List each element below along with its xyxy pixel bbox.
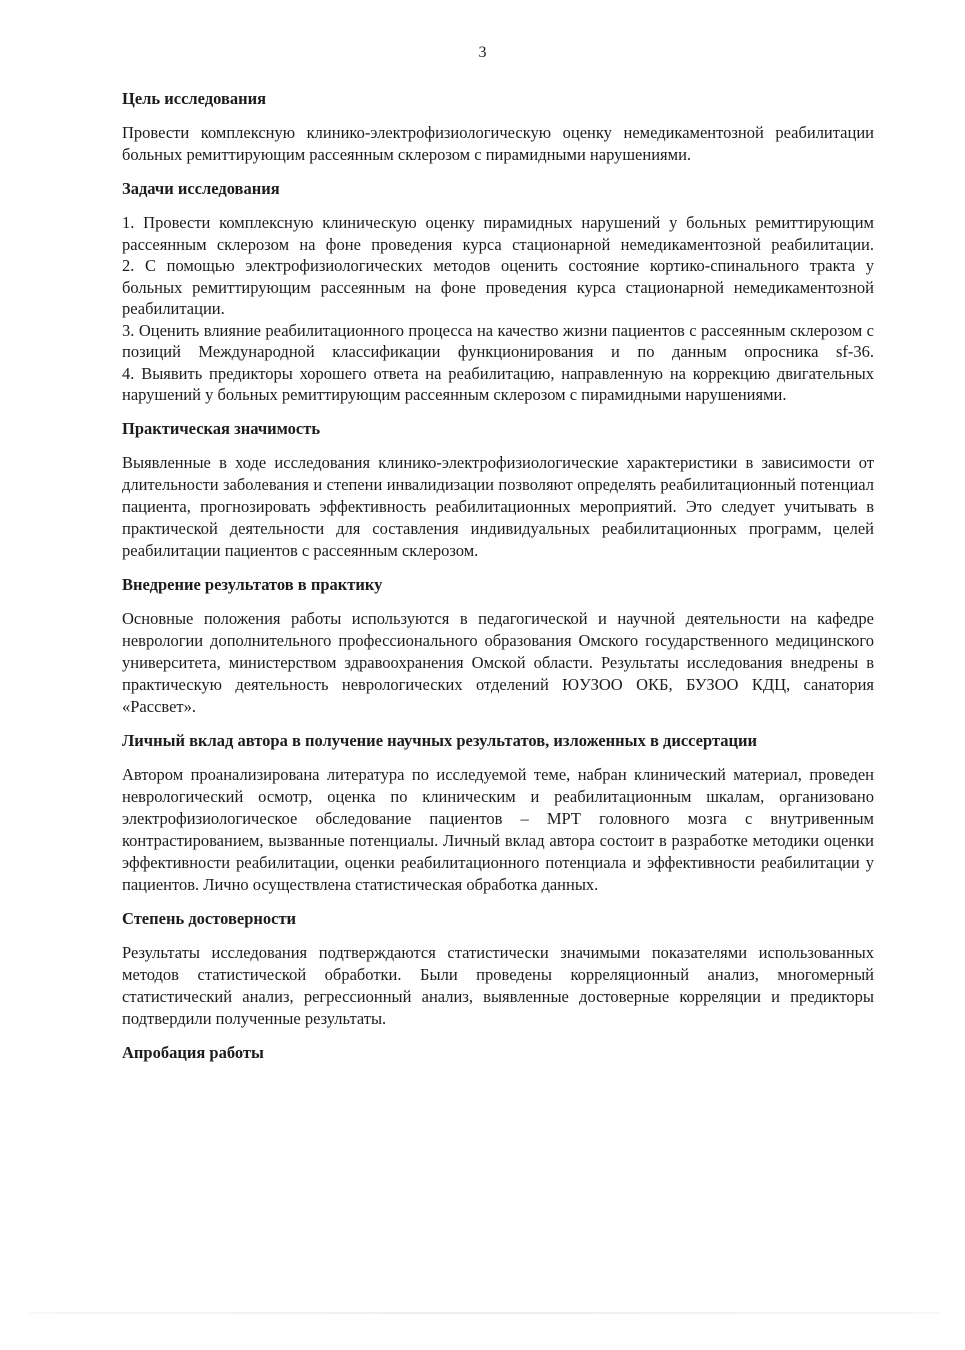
section-heading: Цель исследования: [122, 89, 267, 108]
section-heading: Задачи исследования: [122, 179, 280, 198]
section-reliability: [122, 908, 874, 1030]
section-author-contribution: [122, 730, 874, 896]
section-paragraph: Результаты исследования подтверждаются статистически значимыми показателями использованных методов статистической обработки. Были проведены корреляционный анализ, многомерный статистический анализ, регрессионный анализ, выявленные достоверные корреляции и предикторы подтвердили полученные результаты.: [122, 942, 874, 1028]
section-heading: Практическая значимость: [122, 418, 321, 438]
page-number: 3: [478, 44, 487, 61]
document-body: [122, 88, 874, 1076]
task-item: 1. Провести комплексную клиническую оценку пирамидных нарушений у больных ремиттирующим рассеянным склерозом на фоне проведения курса стационарной немедикаментозной реабилитации.: [122, 213, 874, 254]
section-paragraph: Автором проанализирована литература по исследуемой теме, набран клинический материал, проведен неврологический осмотр, оценка по клиническим и реабилитационным шкалам, организовано электрофизиологическое обследование пациентов – МРТ головного мозга с внутривенным контрастированием, вызванные потенциалы. Личный вклад автора состоит в разработке методики оценки эффективности реабилитации, оценки реабилитационного потенциала и эффективности реабилитации у пациентов. Лично осуществлена статистическая обработка данных.: [122, 764, 874, 894]
section-practical-significance: [122, 418, 874, 562]
scan-artifact-line: [30, 1312, 940, 1314]
section-paragraph: Провести комплексную клинико-электрофизиологическую оценку немедикаментозной реабилитации больных ремиттирующим рассеянным склерозом с пирамидными нарушениями.: [122, 123, 874, 164]
section-paragraph: Основные положения работы используются в педагогической и научной деятельности на кафедре неврологии дополнительного профессионального образования Омского государственного медицинского университета, министерством здравоохранения Омской области. Результаты исследования внедрены в практическую деятельность неврологических отделений ЮУЗОО ОКБ, БУЗОО КДЦ, санатория «Рассвет».: [122, 608, 874, 716]
section-heading: Внедрение результатов в практику: [122, 574, 383, 594]
task-item: 4. Выявить предикторы хорошего ответа на реабилитацию, направленную на коррекцию двигательных нарушений у больных ремиттирующим рассеянным склерозом с пирамидными нарушениями.: [122, 363, 874, 404]
section-tasks: [122, 178, 874, 406]
section-approbation: [122, 1042, 874, 1064]
section-implementation: [122, 574, 874, 718]
task-item: 2. С помощью электрофизиологических методов оценить состояние кортико-спинального тракта у больных ремиттирующим рассеянным на фоне проведения курса стационарной немедикаментозной реабилитации.: [122, 256, 874, 318]
section-goal: [122, 88, 874, 166]
section-heading: Личный вклад автора в получение научных результатов, изложенных в диссертации: [122, 730, 758, 750]
section-heading: Апробация работы: [122, 1042, 264, 1062]
task-item: 3. Оценить влияние реабилитационного процесса на качество жизни пациентов с рассеянным склерозом с позиций Международной классификации функционирования и по данным опросника sf-36.: [122, 320, 874, 361]
section-heading: Степень достоверности: [122, 908, 297, 928]
section-paragraph: Выявленные в ходе исследования клинико-электрофизиологические характеристики в зависимости от длительности заболевания и степени инвалидизации позволяют определять реабилитационный потенциал пациента, прогнозировать эффективность реабилитационных мероприятий. Это следует учитывать в практической деятельности для составления индивидуальных реабилитационных программ, целей реабилитации пациентов с рассеянным склерозом.: [122, 452, 874, 560]
